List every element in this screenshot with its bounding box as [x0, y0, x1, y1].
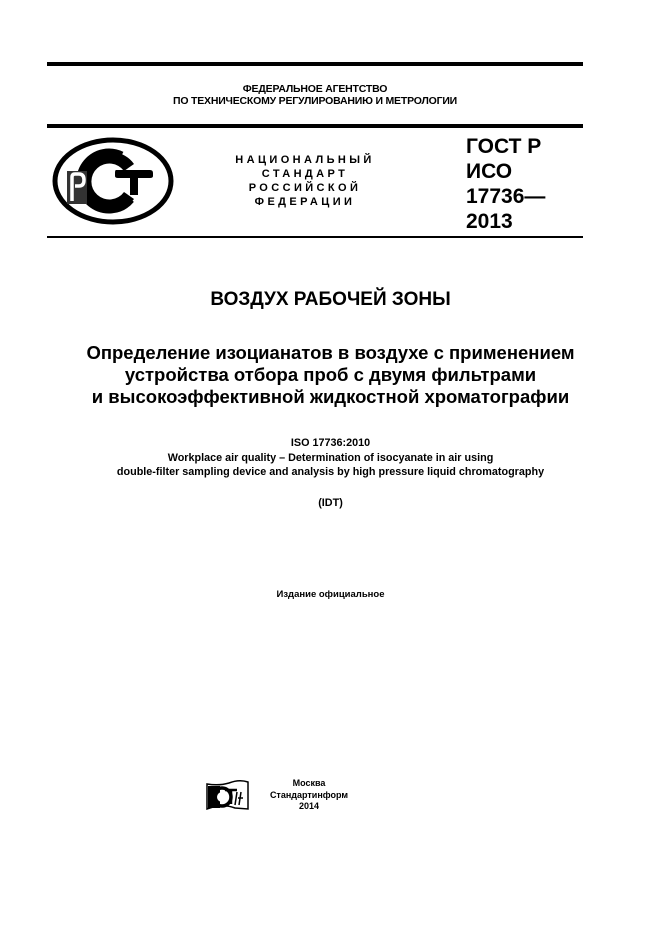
iso-title-line: Workplace air quality – Determination of isocyanate in air using [167, 451, 494, 464]
designation-line: ИСО [466, 160, 513, 183]
publication-year: 2014 [298, 801, 320, 811]
designation-line: ГОСТ Р [466, 135, 542, 158]
national-standard-label [232, 153, 378, 209]
agency-line-2: ПО ТЕХНИЧЕСКОМУ РЕГУЛИРОВАНИЮ И МЕТРОЛОГИИ [172, 95, 458, 107]
equivalence-marker: (IDT) [318, 497, 343, 509]
iso-title-line: double-filter sampling device and analysis by high pressure liquid chromatography [116, 466, 545, 478]
national-standard-line: СТАНДАРТ [261, 168, 349, 180]
national-standard-line: ФЕДЕРАЦИИ [254, 196, 356, 208]
standard-designation [466, 134, 545, 234]
national-standard-line: РОССИЙСКОЙ [248, 182, 362, 194]
edition-label: Издание официальное [276, 589, 385, 600]
document-title: ВОЗДУХ РАБОЧЕЙ ЗОНЫ [210, 289, 451, 310]
standartinform-logo-icon [205, 778, 250, 811]
top-rule [47, 62, 583, 66]
designation-line: 2013 [466, 210, 513, 233]
national-standard-line: НАЦИОНАЛЬНЫЙ [235, 154, 375, 166]
publisher-name: Стандартинформ [269, 789, 349, 800]
rst-gost-mark-icon [52, 137, 174, 225]
subtitle-line: Определение изоцианатов в воздухе с применением [86, 342, 575, 363]
agency-line-1: ФЕДЕРАЛЬНОЕ АГЕНТСТВО [242, 83, 388, 95]
subtitle-line: и высокоэффективной жидкостной хроматографии [91, 386, 570, 407]
international-standard-reference [0, 436, 661, 480]
subtitle-line: устройства отбора проб с двумя фильтрами [124, 364, 537, 385]
designation-line: 17736— [466, 185, 546, 208]
agency-name [47, 83, 583, 107]
publisher-city: Москва [292, 778, 326, 788]
iso-code: ISO 17736:2010 [290, 437, 371, 449]
publisher-block [265, 778, 353, 813]
document-subtitle [0, 342, 661, 408]
standard-block-rule [47, 236, 583, 238]
header-rule [47, 124, 583, 128]
